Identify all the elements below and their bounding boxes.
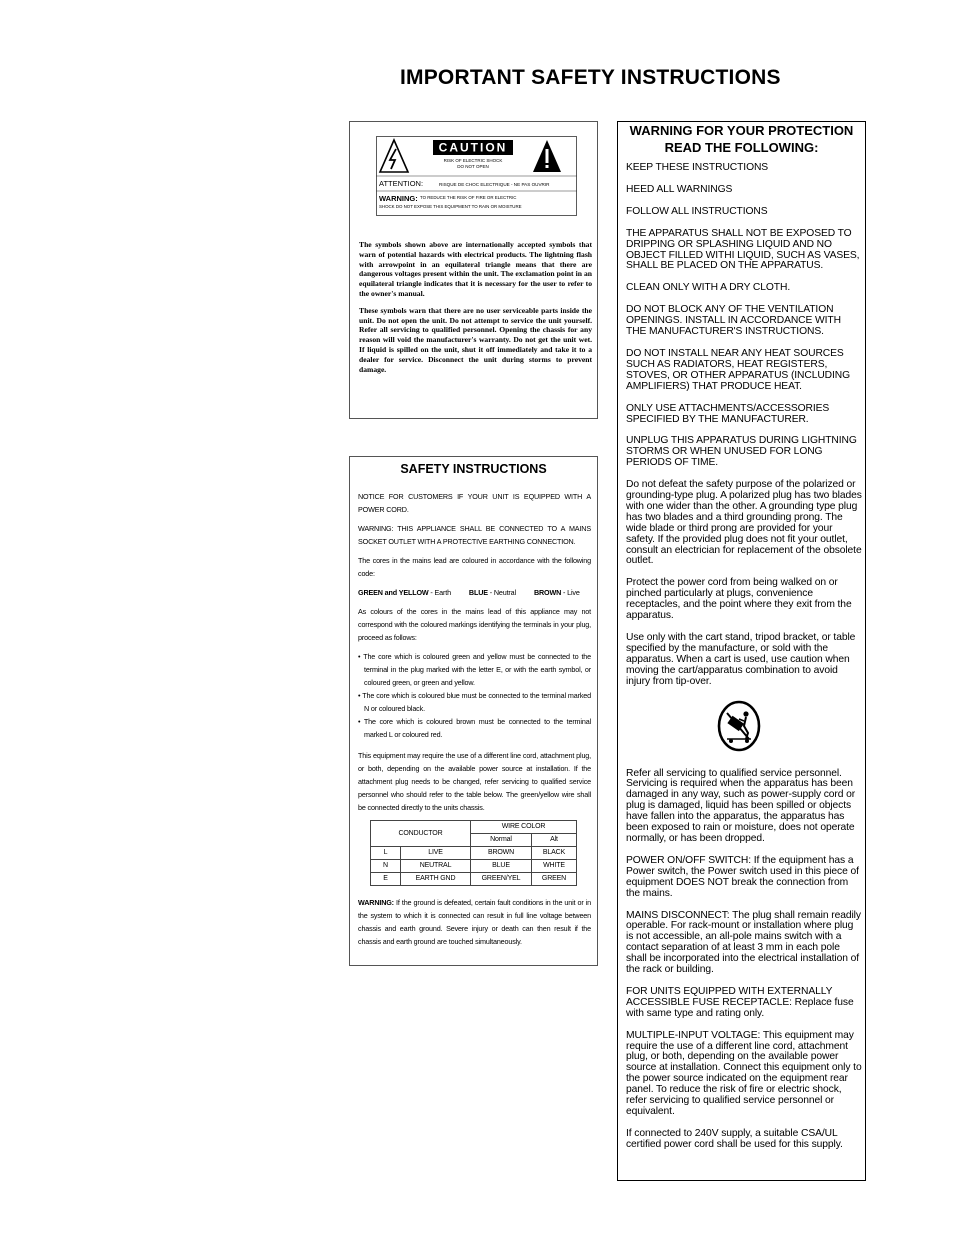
caution-paragraph: The symbols shown above are internationally accepted symbols that warn of potential hazards with electrical products. The lightning flash with arrowpoint in an equilateral triangle means that there are dangerous voltages present within the unit. The exclamation point in an equilateral triangle indicates that it is necessary for the user to refer to the owner's manual.: [359, 240, 592, 298]
warning-item: Do not defeat the safety purpose of the polarized or grounding-type plug. A polarized plug has two blades with one wider than the other. A grounding type plug has two blades and a third grounding prong. The wide blade or third prong are provided for your safety. If the provided plug does not fit your outlet, consult an electrician for replacement of the obsolete outlet.: [626, 479, 862, 567]
warning-item: Protect the power cord from being walked on or pinched particularly at plugs, convenience receptacles, and the point where they exit from the apparatus.: [626, 577, 852, 622]
warning-item: ONLY USE ATTACHMENTS/ACCESSORIES SPECIFIED BY THE MANUFACTURER.: [626, 402, 830, 425]
warning-item: Refer all servicing to qualified service personnel. Servicing is required when the apparatus has been damaged in any way, such as power-supply cord or plug is damaged, liquid has been spilled or objects have fallen into the apparatus, the apparatus has been exposed to rain or moisture, does not operate normally, or has been dropped.: [626, 767, 856, 844]
warning-title: [618, 122, 865, 156]
safety-body: [358, 490, 591, 954]
label-warning-text-2: SHOCK DO NOT EXPOSE THIS EQUIPMENT TO RAIN OR MOISTURE: [379, 204, 522, 209]
warning-item: DO NOT INSTALL NEAR ANY HEAT SOURCES SUCH AS RADIATORS, HEAT REGISTERS, STOVES, OR OTHER APPARATUS (INCLUDING AMPLIFIERS) THAT PRODUCE HEAT.: [626, 347, 851, 392]
table-cell: GREEN/YEL: [471, 873, 532, 886]
warning-item: FOLLOW ALL INSTRUCTIONS: [626, 205, 768, 217]
table-cell: E: [371, 873, 401, 886]
cart-tip-over-icon: [717, 699, 761, 753]
safety-instructions-box: [349, 456, 598, 966]
warning-item: Use only with the cart stand, tripod bracket, or table specified by the manufacture, or sold with the apparatus. When a cart is used, use caution when moving the cart/apparatus combination to avoid injury from tip-over.: [626, 632, 856, 687]
table-cell: BROWN: [471, 847, 532, 860]
warning-item: THE APPARATUS SHALL NOT BE EXPOSED TO DRIPPING OR SPLASHING LIQUID AND NO OBJECT FILLED WITHI LIQUID, SUCH AS VASES, SHALL BE PLACED ON THE APPARATUS.: [626, 227, 860, 272]
table-cell: BLUE: [471, 860, 532, 873]
table-header-wire-color: WIRE COLOR: [471, 821, 577, 834]
safety-title: SAFETY INSTRUCTIONS: [400, 462, 547, 476]
table-cell: WHITE: [532, 860, 577, 873]
table-cell: EARTH GND: [401, 873, 471, 886]
code-neutral: BLUE - Neutral: [468, 588, 516, 597]
table-header-alt: Alt: [532, 834, 577, 847]
table-header-conductor: CONDUCTOR: [371, 821, 471, 847]
label-warning-word: WARNING:: [379, 194, 418, 203]
equipment-paragraph: This equipment may require the use of a different line cord, attachment plug, or both, depending on the available power source at installation. If the attachment plug needs to be changed, refer servicing to qualified service personnel who should refer to the table below. The green/yellow wire shall be connected directly to the units chassis.: [358, 751, 591, 812]
warning-body: [626, 163, 862, 1162]
safety-warning: WARNING: THIS APPLIANCE SHALL BE CONNECTED TO A MAINS SOCKET OUTLET WITH A PROTECTIVE EARTHING CONNECTION.: [358, 524, 591, 546]
label-warning-text-1: TO REDUCE THE RISK OF FIRE OR ELECTRIC: [420, 195, 517, 200]
table-cell: N: [371, 860, 401, 873]
warning-title-line: READ THE FOLLOWING:: [664, 140, 819, 155]
warning-item: FOR UNITS EQUIPPED WITH EXTERNALLY ACCESSIBLE FUSE RECEPTACLE: Replace fuse with same type and rating only.: [626, 985, 854, 1019]
warning-title-line: WARNING FOR YOUR PROTECTION: [629, 123, 854, 138]
caution-open-text: DO NOT OPEN: [457, 164, 489, 169]
colours-paragraph: As colours of the cores in the mains lead of this appliance may not correspond with the coloured markings identifying the terminals in your plug, proceed as follows:: [358, 607, 591, 642]
caution-label-box: [349, 121, 598, 419]
code-earth: GREEN and YELLOW - Earth: [358, 588, 451, 597]
caution-label-graphic: [376, 136, 577, 216]
table-row: [371, 847, 577, 860]
table-cell: LIVE: [401, 847, 471, 860]
bullet-item: • The core which is coloured green and yellow must be connected to the terminal in the plug marked with the letter E, or with the earth symbol, or coloured green, or green and yellow.: [358, 652, 591, 687]
table-row: [371, 873, 577, 886]
warning-item: CLEAN ONLY WITH A DRY CLOTH.: [626, 282, 791, 294]
warning-item: DO NOT BLOCK ANY OF THE VENTILATION OPENINGS. INSTALL IN ACCORDANCE WITH THE MANUFACTURER'S INSTRUCTIONS.: [626, 304, 841, 338]
table-header-normal: Normal: [471, 834, 532, 847]
ground-warning: WARNING: If the ground is defeated, certain fault conditions in the unit or in the system to which it is connected can result in full line voltage between chassis and earth ground. Severe injury or death can then result if the chassis and earth ground are touched simultaneously.: [358, 898, 591, 946]
caution-explanation: [359, 240, 592, 381]
caution-word: CAUTION: [438, 140, 508, 155]
page-title: IMPORTANT SAFETY INSTRUCTIONS: [400, 66, 781, 89]
warning-item: If connected to 240V supply, a suitable CSA/UL certified power cord shall be used for this supply.: [626, 1127, 843, 1150]
warning-item: KEEP THESE INSTRUCTIONS: [626, 162, 769, 173]
bullet-item: • The core which is coloured brown must be connected to the terminal marked L or coloured red.: [358, 717, 591, 739]
table-cell: GREEN: [532, 873, 577, 886]
attention-text: RISQUE DE CHOC ELECTRIQUE - NE PAS OUVRIR: [439, 182, 550, 187]
warning-item: POWER ON/OFF SWITCH: If the equipment has a Power switch, the Power switch used in this piece of equipment DOES NOT break the connection from the mains.: [626, 854, 859, 899]
safety-notice: NOTICE FOR CUSTOMERS IF YOUR UNIT IS EQUIPPED WITH A POWER CORD.: [358, 492, 591, 514]
cores-intro: The cores in the mains lead are coloured in accordance with the following code:: [358, 556, 591, 578]
warning-item: MAINS DISCONNECT: The plug shall remain readily operable. For rack-mount or installation where plug is not accessible, an all-pole mains switch with a contact separation of at least 3 mm in each pole shall be incorporated into the electrical installation of the rack or building.: [626, 909, 861, 976]
wire-color-table: [370, 820, 577, 886]
bullet-item: • The core which is coloured blue must be connected to the terminal marked N or coloured black.: [358, 691, 591, 713]
table-row: [371, 860, 577, 873]
warning-item: HEED ALL WARNINGS: [626, 183, 733, 195]
table-cell: L: [371, 847, 401, 860]
table-cell: NEUTRAL: [401, 860, 471, 873]
table-cell: BLACK: [532, 847, 577, 860]
warning-box: [617, 121, 866, 1181]
color-code-line: [358, 586, 591, 599]
caution-risk-text: RISK OF ELECTRIC SHOCK: [443, 158, 503, 163]
warning-item: MULTIPLE-INPUT VOLTAGE: This equipment may require the use of a different line cord, attachment plug, or both, depending on the available power source at installation. Connect this equipment only to the power source indicated on the equipment rear panel. To reduce the risk of fire or electric shock, refer servicing to qualified service personnel or equivalent.: [626, 1029, 862, 1117]
caution-paragraph: These symbols warn that there are no user serviceable parts inside the unit. Do not open the unit. Do not attempt to service the unit yourself. Refer all servicing to qualified personnel. Opening the chassis for any reason will void the manufacturer's warranty. Do not get the unit wet. If liquid is spilled on the unit, shut it off immediately and take it to a dealer for service. Disconnect the unit during storms to prevent damage.: [359, 305, 592, 374]
code-live: BROWN - Live: [533, 588, 580, 597]
attention-word: ATTENTION:: [379, 179, 424, 188]
warning-item: UNPLUG THIS APPARATUS DURING LIGHTNING STORMS OR WHEN UNUSED FOR LONG PERIODS OF TIME.: [626, 435, 857, 469]
